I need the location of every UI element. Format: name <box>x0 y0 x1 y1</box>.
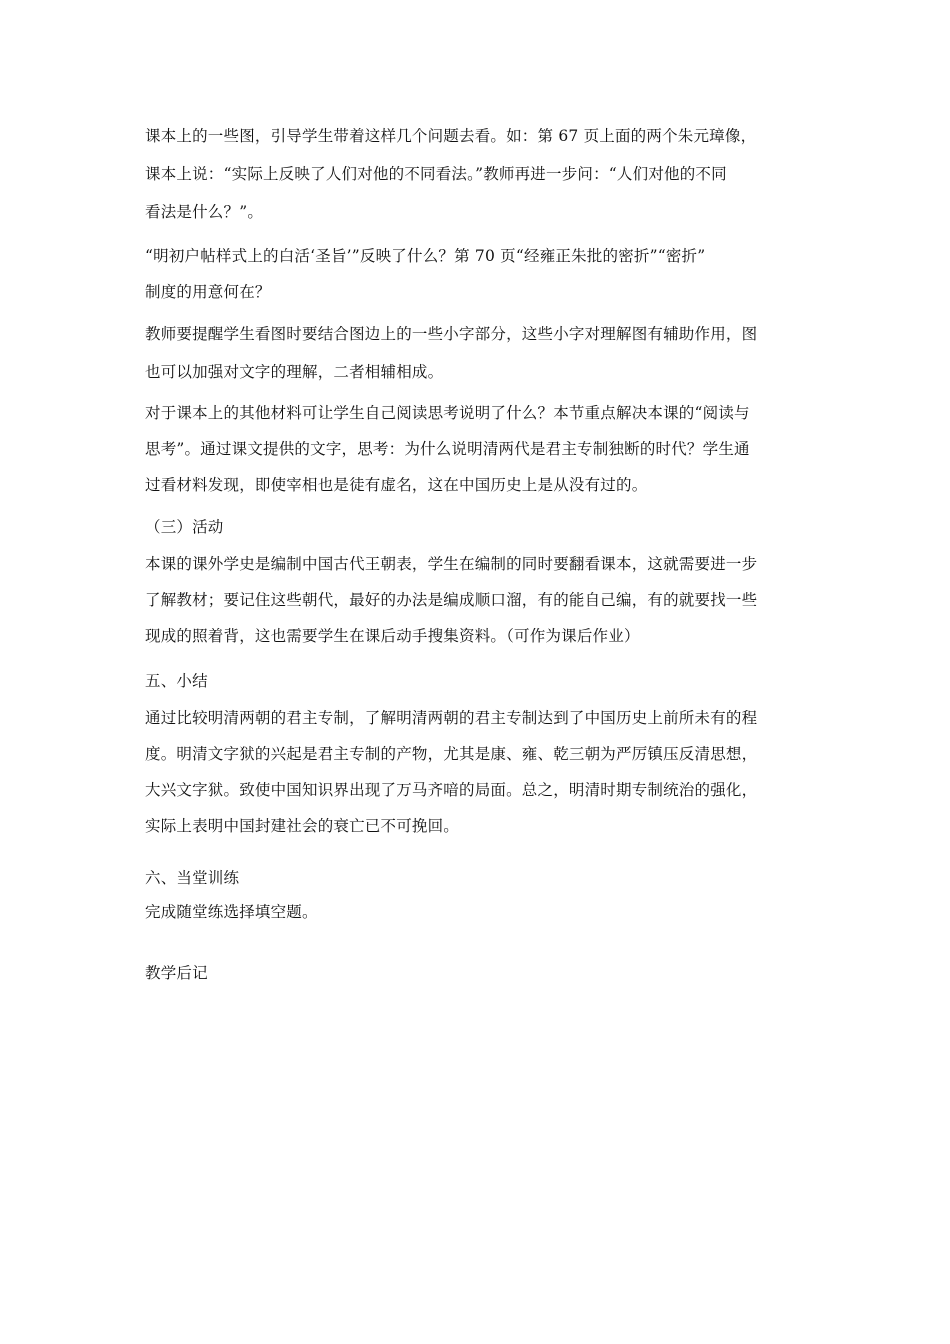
text-line: 过看材料发现，即使宰相也是徒有虚名，这在中国历史上是从没有过的。 <box>145 476 648 494</box>
paragraph-summary <box>145 700 810 844</box>
text-line: 教师要提醒学生看图时要结合图边上的一些小字部分，这些小字对理解图有辅助作用，图 <box>145 325 758 343</box>
section-heading-practice: 六、当堂训练 <box>145 869 240 887</box>
paragraph-figure-questions <box>145 117 810 231</box>
text-line: 也可以加强对文字的理解，二者相辅相成。 <box>145 363 444 381</box>
text-line: 制度的用意何在？ <box>145 283 271 301</box>
text-line: 思考”。通过课文提供的文字，思考：为什么说明清两代是君主专制独断的时代？学生通 <box>145 440 750 458</box>
text-line: 度。明清文字狱的兴起是君主专制的产物，尤其是康、雍、乾三朝为严厉镇压反清思想， <box>145 745 758 763</box>
text-line: 本课的课外学史是编制中国古代王朝表，学生在编制的同时要翻看课本，这就需要进一步 <box>145 555 758 573</box>
paragraph-practice: 完成随堂练选择填空题。 <box>145 903 318 921</box>
text-line: 了解教材；要记住这些朝代，最好的办法是编成顺口溜，有的能自己编，有的就要找一些 <box>145 591 758 609</box>
text-line: 看法是什么？”。 <box>145 203 264 221</box>
text-line: 通过比较明清两朝的君主专制，了解明清两朝的君主专制达到了中国历史上前所未有的程 <box>145 709 758 727</box>
section-heading-teaching-notes: 教学后记 <box>145 964 208 982</box>
paragraph-other-materials <box>145 395 810 503</box>
text-line: 现成的照着背，这也需要学生在课后动手搜集资料。（可作为课后作业） <box>145 627 640 645</box>
paragraph-household-registry <box>145 238 810 310</box>
section-heading-summary: 五、小结 <box>145 672 208 690</box>
text-line: 实际上表明中国封建社会的衰亡已不可挽回。 <box>145 817 460 835</box>
text-line: “明初户帖样式上的白活‘圣旨’”反映了什么？第 70 页“经雍正朱批的密折”“密折” <box>145 247 706 265</box>
section-heading-activity: （三）活动 <box>145 518 224 536</box>
text-line: 课本上说：“实际上反映了人们对他的不同看法。”教师再进一步问：“人们对他的不同 <box>145 165 727 183</box>
text-line: 课本上的一些图，引导学生带着这样几个问题去看。如：第 67 页上面的两个朱元璋像， <box>145 127 757 145</box>
text-line: 大兴文字狱。致使中国知识界出现了万马齐喑的局面。总之，明清时期专制统治的强化， <box>145 781 758 799</box>
paragraph-reading-hint <box>145 315 810 391</box>
paragraph-activity <box>145 546 810 654</box>
text-line: 对于课本上的其他材料可让学生自己阅读思考说明了什么？本节重点解决本课的“阅读与 <box>145 404 750 422</box>
